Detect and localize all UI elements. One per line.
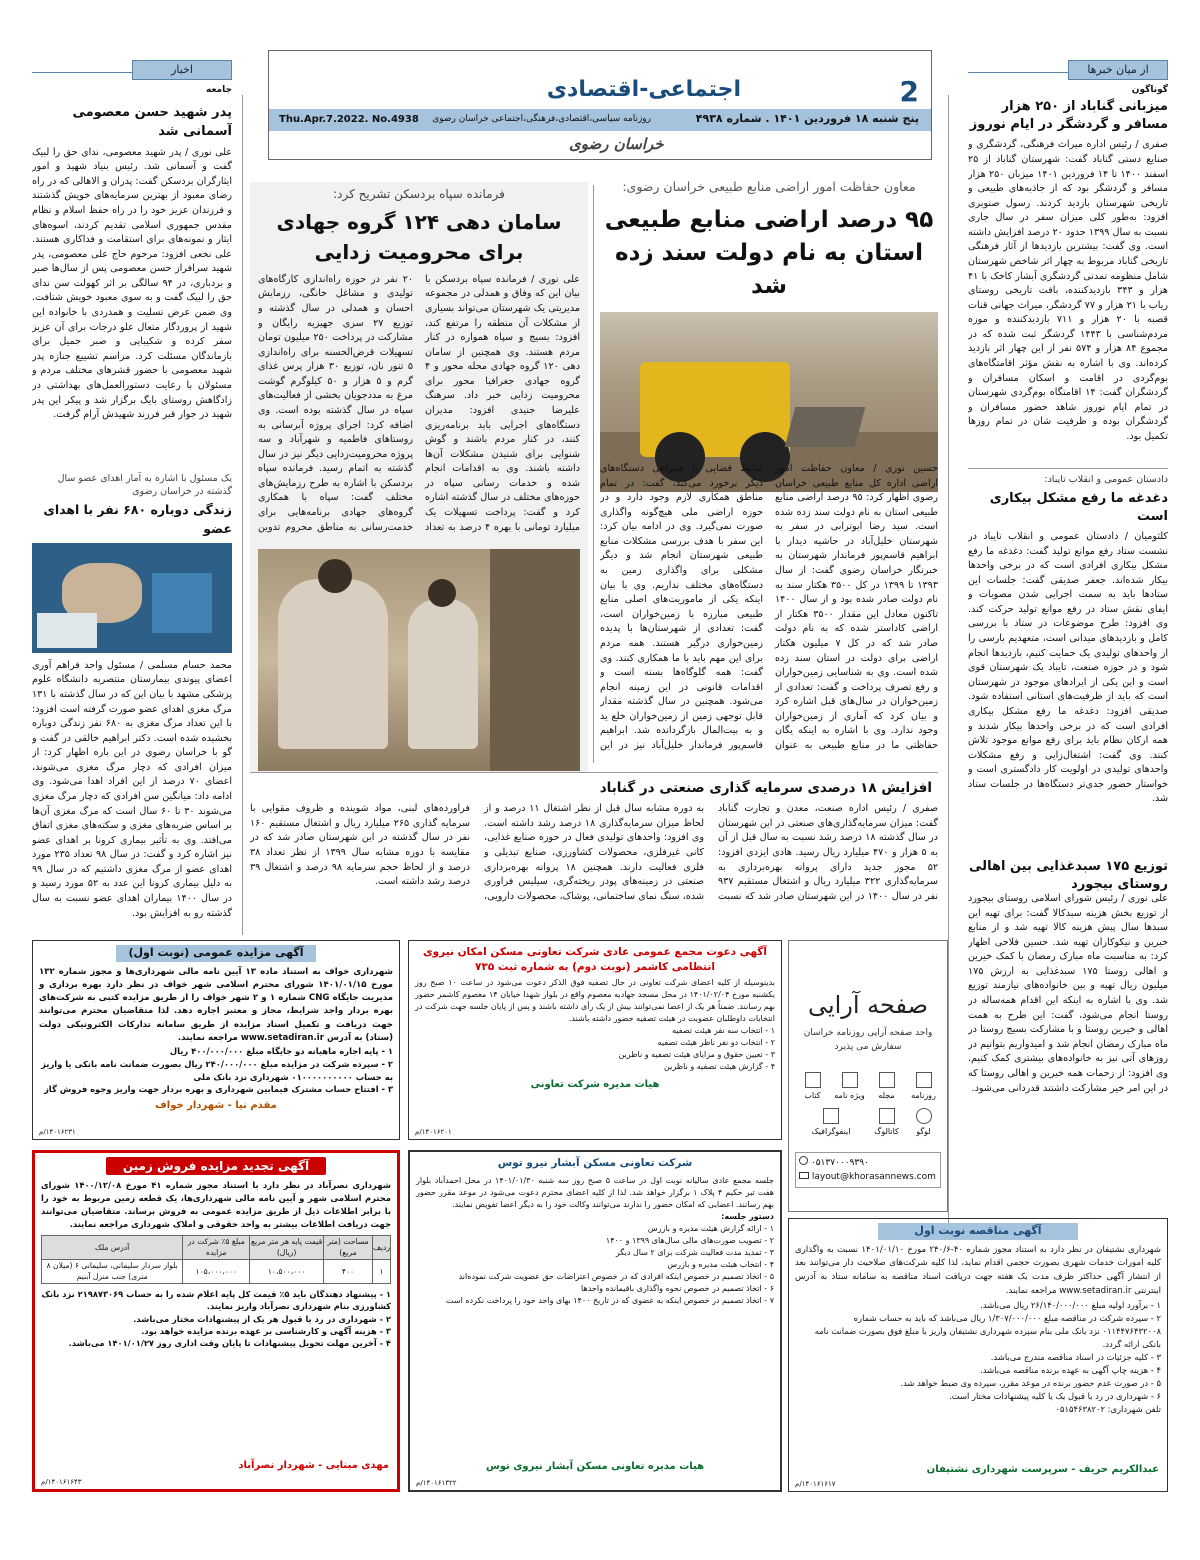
ad5-item-4: ۴ - انتخاب هیئت مدیره و بازرس (667, 1259, 774, 1269)
service-logo: لوگو (906, 1108, 941, 1138)
right-body-2: کلثومیان / دادستان عمومی و انقلاب تایباد در نشست ستاد رفع موانع تولید گفت: دغدغه ما رفع مشکل بیکاری افرادی است که در برخی واحدها بیکار شده‌اند. جعفر صدیقی گفت: جلسات این ستادها باید به سمت اجرایی شدن مصوبات و ایفای نقش ستاد در رفع موانع تولید حرکت کند. وی افزود: طرح موضوعات در ستاد با بررسی کامل و بازدیدهای میدانی است، متعهدیم بارسی را از واحدهای تولیدی یک حمایت کنیم، بازدیدها انجام شود و در حوزه صنعت، تایباد یک شهرستان قوی است و این یکی از ایرادهای موجود در شهرستان است که باید از ظرفیت‌های استانی استفاده شود. صدیقی افزود: دغدغه ما رفع مشکل بیکاری افرادی است که در برخی واحدها بیکار شدند و همه ارکان نظام باید برای رفع موانع موجود تلاش کنند. وی گفت: اشتغال‌زایی و رفع مشکلات واحدهای تولیدی در اولویت کار دادگستری است و خواستار حضور جدی‌تر دستگاه‌ها در جلسات ستاد شد. (968, 531, 1168, 805)
ad3-sub: واحد صفحه آرایی روزنامه خراسان سفارش می پذیرد (803, 1028, 933, 1052)
ad4-title: آگهی تجدید مزایده فروش زمین (106, 1157, 326, 1175)
service-magazine: مجله (869, 1072, 904, 1102)
ad4-code: ۱۴۰۱۶۱۶۴۳/م (41, 1477, 82, 1486)
ad4-table-head: ردیف مساحت (متر مربع) قیمت پایه هر متر مربع (ریال) مبلغ ۵٪ شرکت در مزایده آدرس ملک (42, 1236, 391, 1260)
ad2-code: ۱۴۰۱۶۲۰۱/م (415, 1127, 452, 1136)
ad-cooperative-toos (408, 1150, 782, 1492)
ad4-table (41, 1235, 391, 1284)
ad2-item-4: ۴ - گزارش هیئت تصفیه و ناظرین (664, 1062, 775, 1072)
ad6-item-4: ۴ - هزینه چاپ آگهی به عهده برنده مناقصه می‌باشد. (980, 1364, 1161, 1375)
ad6-phone: تلفن شهرداری: ۰۵۱۵۴۶۳۸۲۰۲ (1055, 1403, 1161, 1414)
second-headline: سامان دهی ۱۲۴ گروه جهادی برای محرومیت زدایی (276, 209, 562, 264)
ad3-contact (795, 1152, 941, 1188)
right-headline-3: توزیع ۱۷۵ سبدغذایی بین اهالی روستای بیجورد (969, 859, 1168, 893)
ad1-item-2: ۲ - سپرده شرکت در مزایده مبلغ ۲۴۰/۰۰۰/۰۰۰ ریال بصورت ضمانت نامه بانکی یا واریز به حساب ۰۱۰۰۰۰۰۰۰۰۰۰ شهرداری نزد بانک ملی (41, 1058, 393, 1082)
right-column (968, 98, 1168, 928)
second-body-wrap (258, 273, 580, 543)
ad1-title: آگهی مزایده عمومی (نوبت اول) (116, 945, 316, 962)
left-column (32, 104, 232, 930)
second-body: علی نوری / فرمانده سپاه بردسکن با بیان این که وفاق و همدلی در مجموعه مدیریتی یک شهرستان می‌تواند بسیاری از مشکلات آن منطقه را مرتفع کند، افزود: بسیج و سپاه همواره در کنار مردم هستند. وی همچنین از سامان دهی ۱۲۰ گروه جهادی محله محور و ۴ گروه جهادی جغرافیا محور برای محرومیت زدایی خبر داد. سرهنگ علیرضا جنیدی افزود: مدیران دستگاه‌های اجرایی باید برنامه‌ریزی کنند، در کنار مردم باشند و گوش شنوایی برای شنیدن مشکلات آن‌ها داشته باشند. وی به اقدامات انجام شده و خدمات رسانی سپاه در حوزه‌های مختلف در سال گذشته اشاره کرد و گفت: پرداخت تسهیلات یک میلیارد تومانی با بهره ۴ درصد به تعداد ۲۰ نفر در حوزه راه‌اندازی کارگاه‌های تولیدی و مشاغل خانگی، رزمایش احسان و همدلی در سال گذشته و توزیع ۲۷ سری جهیزیه رایگان و مشارکت در پرداخت ۲۵۰ میلیون تومان تسهیلات قرض‌الحسنه برای راه‌اندازی ۵ تنور نان، توزیع ۳۰ هزار پرس غذای گرم و ۵ هزار و ۵۰ کیلوگرم گوشت مرغ به مددجویان بخشی از فعالیت‌های سپاه در سال گذشته بوده است. وی اضافه کرد: اجرای پروژه آبرسانی به روستاهای فاطمیه و شهرآباد و سه پروژه محرومیت‌زدایی دیگر نیز در سال گذشته به اتمام رسید. فرمانده سپاه بردسکن با اشاره به طرح رزمایش‌های مختلف گفت: سپاه با همکاری گروه‌های جهادی برنامه‌هایی برای خدمت‌رسانی به مناطق محروم تدوین (258, 273, 580, 533)
date-latin: Thu.Apr.7.2022. No.4938 (279, 114, 419, 125)
paper-description: روزنامه سیاسی،اقتصادی،فرهنگی،اجتماعی خراسان رضوی (432, 114, 651, 124)
ad4-item-2: ۲ - شهرداری در رد یا قبول هر یک از پیشنهادات مختار می‌باشد. (133, 1313, 391, 1324)
phone-icon (799, 1156, 808, 1165)
right-body-1: صفری / رئیس اداره میراث فرهنگی، گردشگری و صنایع دستی گناباد گفت: شهرستان گناباد از ۲۵ اسفند ۱۴۰۰ تا ۱۴ فروردین ۱۴۰۱ میزبان ۲۵۰ هزار مسافر و گردشگر بود که از جاذبه‌های طبیعی و تاریخی شهرستان بازدید کردند. رسول صنوبری افزود: به‌طور کلی میزان سفر در سال جاری نسبت به سال ۱۳۹۹ حدود ۲۰ درصد افزایش داشته است. وی گفت: بیشترین بازدیدها از آثار فرهنگی تاریخی گناباد مربوط به چهار اثر شاخص شهرستان شامل منظومه تمدنی گردشگری آبشار کاخک با ۴۱ هزار و ۳۴۳ بازدیدکننده، بافت تاریخی روستای ریاب با ۲۱ هزار و ۷۷ گردشگر، میراث جهانی قنات قصبه با ۲۰ هزار و ۷۱۱ بازدیدکننده و موزه مردم‌شناسی با ۱۴۴۳ گردشگر ثبت شده که در مجموع ۸۴ هزار و ۵۷۴ نفر از این چهار اثر بازدید کرده‌اند. وی با اشاره به نقش مؤثر اقامتگاه‌های بوم‌گردی در اقامت و اسکان مسافران و گردشگران گفت: ۱۴ اقامتگاه بوم‌گردی شهرستان در تمام ایام نوروز شاهد حضور مسافران و گردشگران بوده و ظرفیت شان در تمام روزها تکمیل بود. (968, 139, 1168, 442)
page-number: 2 (899, 75, 919, 108)
ad4-body: شهرداری نصرآباد در نظر دارد با استناد مجوز شماره ۴۱ مورخ ۱۴۰۰/۱۲/۰۸ شورای محترم اسلامی شهر و آیین نامه مالی شهرداری‌ها، یک قطعه زمین مربوط به خود را با برابر اطلاعات ذیل از طریق مزایده عمومی به فروش برساند. متقاضیان می‌توانند جهت دریافت اطلاعات بیشتر به واحد حقوقی و املاک شهرداری مراجعه نمایند. (41, 1180, 391, 1230)
ad2-item-1: ۱ - انتخاب سه نفر هیئت تصفیه (672, 1026, 775, 1036)
left-body-1: علی نوری / پدر شهید معصومی، ندای حق را لبیک گفت و آسمانی شد. رئیس بنیاد شهید و امور ایثارگران بردسکن گفت: پدران و الاهالی که در راه رضای معبود از بهترین سرمایه‌های خویش گذشتند و فرزندان عزیز خود را در راه حفظ اسلام و نظام مقدس جمهوری اسلامی تقدیم کردند، اسوه‌های ایثار و نمونه‌های برای استقامت و فداکاری هستند. علی نخعی افزود: مرحوم حاج علی معصومی، پدر شهید سرافراز حسن معصومی پس از سال‌ها صبر و بردباری، در ۹۴ سالگی بر اثر کهولت سن ندای حق را لبیک گفت و به سوی معبود خویش شتافت. وی ضمن عرض تسلیت و همدردی با خانواده این شهید از پروردگار متعال علو درجات برای آن عزیز سفر کرده و شکیبایی و صبر جمیل برای بازماندگان مسئلت کرد. مراسم تشییع جنازه پدر شهید معصومی با حضور قشرهای مختلف مردم و مسئولان با رعایت دستورالعمل‌های بهداشتی در زادگاهش روستای بایگ برگزار شد و پیکر این پدر شهید در جوار قبر فرزند شهیدش آرام گرفت. (32, 146, 232, 421)
ad1-body: شهرداری خواف به استناد ماده ۱۳ آیین نامه مالی شهرداری‌ها و مجوز شماره ۱۳۲ مورخ ۱۴۰۱/۰۱/۱۵ شورای محترم اسلامی شهر خواف در نظر دارد بهره برداری و مدیریت جایگاه CNG شماره ۱ و ۲ شهر خواف را از طریق مزایده کتبی به شرکت‌های بهره بردار واجد شرایط، مجاز و معتبر اجاره دهد. لذا متقاضیان محترم می‌توانند جهت دریافت و تکمیل اسناد مزایده از طریق سامانه تدارکات الکترونیکی دولت (ستاد) به آدرس www.setadiran.ir مراجعه نمایند. (39, 966, 394, 1044)
ad5-item-2: ۲ - تصویب صورت‌های مالی سال‌های ۱۳۹۹ و ۱۴۰۰ (605, 1235, 774, 1245)
ad1-code: ۱۴۰۱۶۲۳۱/م (39, 1127, 76, 1136)
ad6-item-2: ۲ - سپرده شرکت در مناقصه مبلغ ۱/۳۰۷/۰۰۰/۰۰۰ ریال می‌باشد که باید به حساب شماره ۰۱۱۴۴۷۶۴۳۲۰۰۸ نزد بانک ملی بنام سپرده شهرداری نشتیفان واریز یا مبلغ فوق بصورت ضمانت نامه بانکی ارائه گردد. (814, 1312, 1161, 1349)
ad5-item-6: ۶ - اتخاذ تصمیم در خصوص نحوه واگذاری باقیمانده واحدها (581, 1283, 774, 1293)
ad6-title: آگهی مناقصه نوبت اول (878, 1223, 1078, 1240)
main-kicker: معاون حفاظت امور اراضی منابع طبیعی خراسان رضوی: (622, 179, 916, 194)
newspaper-logo: خراسان رضوی (569, 135, 664, 153)
third-story (250, 772, 938, 932)
ad4-item-4: ۴ - آخرین مهلت تحویل پیشنهادات تا پایان وقت اداری روز ۱۴۰۱/۰۱/۲۷ می‌باشد. (68, 1338, 391, 1349)
ad6-code: ۱۴۰۱۶۱۶۱۷/م (795, 1479, 836, 1488)
right-headline-2: دغدغه ما رفع مشکل بیکاری است (989, 490, 1168, 524)
third-body-wrap (250, 802, 938, 927)
left-headline-1: پدر شهید حسن معصومی آسمانی شد (72, 105, 232, 139)
service-infographic: اینفوگرافیک (795, 1108, 867, 1138)
ad6-item-3: ۳ - کلیه جزئیات در اسناد مناقصه مندرج می‌باشد. (990, 1351, 1161, 1362)
second-story (250, 182, 588, 772)
ad5-sign: هیات مدیره تعاونی مسکن آبشار نیروی توس (485, 1461, 705, 1472)
ad3-email: layout@khorasannews.com (811, 1171, 936, 1182)
service-book: کتاب (795, 1072, 830, 1102)
right-body-3: علی نوری / رئیس شورای اسلامی روستای بیجورد از توزیع بخش هزینه سبدکالا گفت: برای تهیه این سبدها سال پیش هزینه کالا تهیه شد و از منابع خیرین و نیکوکاران تهیه شد. حسین فلاحی اظهار کرد: به مناسبت ماه مبارک رمضان با کمک خیرین و اهالی روستا ۱۷۵ سبدغذایی به ارزش ۱۷۵ میلیون ریال تهیه و بین خانواده‌های نیازمند توزیع شد. وی با اشاره به اینکه این اقدام همه‌ساله در روستا انجام می‌شود، گفت: این طرح به همت اهالی و خیرین روستا و با مشارکت بسیج روستا در ماه مبارک رمضان انجام شد و امیدواریم بتوانیم در روزهای آتی نیز به خانواده‌های بیشتری کمک کنیم. وی افزود: از زحمات همه خیرین و اهالی روستا که در این امر خیر مشارکت داشتند قدردانی می‌شود. (968, 893, 1168, 1094)
right-column-body-3 (968, 892, 1168, 1228)
left-kicker-2: یک مسئول با اشاره به آمار اهدای عضو سال گذشته در خراسان رضوی (57, 472, 232, 497)
ad6-item-6: ۶ - شهرداری در رد یا قبول یک یا کلیه پیشنهادات مختار است. (949, 1390, 1161, 1401)
main-story-body (600, 462, 938, 762)
right-kicker-2: دادستان عمومی و انقلاب تایباد: (1044, 474, 1168, 486)
ad1-sign: مقدم نیا - شهردار خواف (155, 1099, 277, 1111)
table-row: ۱ ۴۰۰ ۱۰،۵۰۰،۰۰۰ ۱۰۵،۰۰۰،۰۰۰ بلوار سردار سلیمانی، سلیمانی ۶ (میلان ۸ متری) جنب منزل آبنیم (42, 1259, 391, 1283)
ad4-item-1: ۱ - پیشنهاد دهندگان باید ۵٪ قیمت کل پایه اعلام شده را به حساب ۲۱۹۸۷۳۰۶۹ نزد بانک کشاورزی بنام شهرداری نصرآباد واریز نمایند. (41, 1288, 391, 1312)
ad2-sign: هیات مدیره شرکت تعاونی (530, 1079, 660, 1091)
left-headline-2: زندگی دوباره ۶۸۰ نفر با اهدای عضو (43, 502, 232, 537)
ad2-item-3: ۳ - تعیین حقوق و مزایای هیئت تصفیه و ناظرین (618, 1050, 775, 1060)
ad-auction-khaf (32, 940, 400, 1140)
left-body-2: محمد حسام مسلمی / مسئول واحد فراهم آوری اعضای پیوندی بیمارستان منتصریه دانشگاه علوم پزشکی مشهد با بیان این که در سال گذشته با ۱۳۱ مرگ مغزی اهدای عضو صورت گرفته است افزود: با این تعداد مرگ مغزی به ۶۸۰ نفر زندگی دوباره بخشیده شده است. دکتر ابراهیم خالقی در گفت و گو با خراسان رضوی در این باره اظهار کرد: از میزان افرادی که دچار مرگ مغزی می‌شوند، اعضای ۷۰ درصد از این افراد اهدا می‌شود. وی ادامه داد: میانگین سن افرادی که دچار مرگ مغزی می‌شوند ۳۰ تا ۶۰ سال است که مرگ مغزی آن‌ها بر اساس ضربه‌های مغزی و سکته‌های مغزی اتفاق می‌افتد. وی به تأثیر بیماری کرونا بر اهدای عضو نیز اشاره کرد و گفت: در سال ۹۸ تعداد ۲۳۵ مورد اهدای عضو از مرگ مغزی داشتیم که در سال ۹۹ به دلیل بیماری کرونا این عدد به ۵۲ مورد رسید و در سال ۱۴۰۰ بیماران اهدای عضو نسبت به سال گذشته رو به افزایش بود. (32, 659, 232, 919)
service-special: ویژه نامه (832, 1072, 867, 1102)
ad6-body: شهرداری نشتیفان در نظر دارد به استناد مجوز شماره ۴۰-۲۴۰/۶ مورخ ۱۴۰۱/۰۱/۱۰ نسبت به واگذاری کلیه امورات خدمات شهری بصورت حجمی اقدام نماید، لذا کلیه شرکت‌های صلاحیت دار می‌توانند بعد از انتشار آگهی حداکثر ظرف مدت یک هفته جهت دریافت اسناد مناقصه به سامانه ستاد به آدرس اینترنتی www.setadiran.ir مراجعه نمایند. (795, 1244, 1161, 1296)
ad3-services (795, 1072, 941, 1138)
ad3-title: صفحه آرایی (807, 991, 929, 1019)
service-newspaper: روزنامه (906, 1072, 941, 1102)
main-body: حسین نوری / معاون حفاظت امور اراضی اداره کل منابع طبیعی خراسان رضوی اظهار کرد: ۹۵ درصد اراضی منابع طبیعی استان به نام دولت سند زده شده است. سید رضا ابوترابی در سفر به شهرستان خلیل‌آباد در حاشیه دیدار با ابراهیم قاسم‌پور فرماندار شهرستان به خبرنگار خراسان رضوی گفت: از سال ۱۳۹۳ تا ۱۳۹۹ در کل ۳۵۰۰ هکتار سند به نام دولت صادر شده بود و از سال ۱۴۰۰ تاکنون معادل این مقدار ۳۵۰۰ هکتار از اراضی کاداستر شده که به نام دولت صادر شد که در کل ۷ میلیون هکتار اراضی برای دولت در استان سند زده شده است. وی به شناسایی زمین‌خواران و رفع تصرف پرداخت و گفت: تعدادی از زمین‌خواران در سال‌های قبل اشاره کرد و بیان کرد که آماری از زمین‌خواران وجود ندارد. وی با اشاره به اینکه یگان حفاظتی ما در منابع طبیعی به عنوان ضابط قضایی با همراهی دستگاه‌های دیگر برخورد می‌کند، گفت: در تمام مناطق همکاری لازم وجود دارد و در حوزه اراضی ملی هیچ‌گونه واگذاری صورت نمی‌گیرد. وی در ادامه بیان کرد: این سفر با هدف بررسی مشکلات منابع طبیعی شهرستان انجام شد و دیگر مشکلی برای واگذاری زمین به دستگاه‌های مختلف نداریم. وی با بیان اینکه یکی از ماموریت‌های اصلی منابع طبیعی مبارزه با زمین‌خواران است، گفت: تعدادی از شهرستان‌ها با پدیده زمین‌خواری درگیر هستند. همه مردم برای این مهم باید با ما همکاری کنند. وی گفت: همه گلوگاه‌ها بسته است و اقدامات قانونی در این زمینه انجام می‌شود. همچنین در سال گذشته مقدار قابل توجهی زمین از زمین‌خواران خلع ید و به بیت‌المال بازگردانده شد. ابراهیم قاسم‌پور فرماندار خلیل‌آباد نیز در این (600, 463, 938, 751)
service-catalog: کاتالوگ (869, 1108, 904, 1138)
right-section-sub: گوناگون (1131, 85, 1168, 95)
ad1-item-1: ۱ - پایه اجاره ماهیانه دو جایگاه مبلغ ۴۰۰/۰۰۰/۰۰۰ ریال (169, 1046, 393, 1057)
section-label-text: از میان خبرها (1068, 60, 1168, 80)
ad6-item-5: ۵ - در صورت عدم حضور برنده در موعد مقرر، سپرده وی ضبط خواهد شد. (900, 1377, 1161, 1388)
ad1-item-3: ۳ - افتتاح حساب مشترک فیمابین شهرداری و بهره بردار جهت واریز وجوه فروش گاز (43, 1084, 393, 1095)
ad-tender-nashtifan (788, 1218, 1168, 1492)
ad5-item-7: ۷ - اتخاذ تصمیم در خصوص اینکه به عضوی که در تاریخ ۱۴۰۰ بهای واحد خود را پرداخت نکرده است (446, 1295, 774, 1305)
ad4-sign: مهدی مینایی - شهردار نصرآباد (238, 1460, 389, 1471)
section-title: اجتماعی-اقتصادی (546, 77, 741, 102)
ad6-sign: عبدالکریم حریف - سرپرست شهرداری نشتیفان (926, 1464, 1159, 1475)
ad3-phone: ۰۵۱۳۷۰۰۰۹۳۹۰ (810, 1158, 869, 1168)
ad5-code: ۱۴۰۱۶۱۳۲۲/م (416, 1478, 457, 1487)
second-kicker: فرمانده سپاه بردسکن تشریح کرد: (333, 187, 505, 201)
main-headline: ۹۵ درصد اراضی منابع طبیعی استان به نام دولت سند زده شد (604, 206, 934, 300)
date-line: پنج شنبه ۱۸ فروردین ۱۴۰۱ . شماره ۴۹۳۸ (695, 112, 919, 125)
left-section-sub: جامعه (206, 85, 232, 95)
right-headline-1: میزبانی گناباد از ۲۵۰ هزار مسافر و گردشگر در ایام نوروز (969, 99, 1168, 133)
ad5-item-3: ۳ - تمدید مدت فعالیت شرکت برای ۲ سال دیگر (615, 1247, 774, 1257)
surgery-photo (32, 543, 232, 653)
ad5-item-1: ۱ - ارائه گزارش هیئت مدیره و بازرس (647, 1223, 774, 1233)
ad4-item-3: ۳ - هزینه آگهی و کارشناسی بر عهده برنده مزایده خواهد بود. (141, 1325, 391, 1336)
mail-icon (799, 1172, 809, 1179)
right-section-label (968, 60, 1168, 82)
ad-assembly-kashmar (408, 940, 782, 1140)
third-headline: افزایش ۱۸ درصدی سرمایه گذاری صنعتی در گناباد (599, 780, 932, 796)
ad2-item-2: ۲ - انتخاب دو نفر ناظر هیئت تصفیه (657, 1038, 775, 1048)
ad6-item-1: ۱ - برآورد اولیه مبلغ ۲۶/۱۴۰/۰۰۰/۰۰۰ ریال می‌باشد. (980, 1299, 1161, 1310)
third-body: صفری / رئیس اداره صنعت، معدن و تجارت گناباد گفت: میزان سرمایه‌گذاری‌های صنعتی در این شهرستان در سال گذشته ۱۸ درصد رشد نسبت به سال قبل از آن به ۵ هزار و ۴۷۰ میلیارد ریال رسید. هادی ایزدی افزود: ۵۲ مجوز جدید دارای پروانه بهره‌برداری به سرمایه‌گذاری ۳۲۲ میلیارد ریال و اشتغال مستقیم ۹۳۷ نفر در سال ۱۴۰۰ در این شهرستان صادر شد که نسبت به دوره مشابه سال قبل از نظر اشتغال ۱۱ درصد و از لحاظ میزان سرمایه‌گذاری ۱۸ درصد رشد داشته است. وی افزود: واحدهای تولیدی فعال در حوزه صنایع غذایی، کانی غیرفلزی، محصولات کشاورزی، صنایع تبدیلی و فلزی فعالیت دارند. همچنین ۱۸ پروانه بهره‌برداری صنعتی در زمینه‌های پودر ریخته‌گری، سیلیس فراوری شده، سنگ نمای ساختمانی، پوشاک، محصولات دارویی، فراورده‌های لبنی، مواد شوینده و ظروف مقوایی با سرمایه گذاری ۲۶۵ میلیارد ریال و اشتغال مستقیم ۱۶۰ نفر در سال گذشته در این شهرستان صادر شد که در مقایسه با دوره مشابه سال ۱۳۹۹ از نظر تعداد ۳۸ درصد و از لحاظ حجم سرمایه ۹۸ درصد و اشتغال ۳۹ درصد رشد داشته است. (250, 803, 938, 902)
ad2-body: بدینوسیله از کلیه اعضای شرکت تعاونی در حال تصفیه فوق الذکر دعوت می‌شود در ساعت ۱۰ صبح روز یکشنبه مورخ ۱۴۰۱/۰۲/۰۴ در محل مسجد جهادیه معصوم واقع در بلوار شهدا خیابان ۱۴ معصوم کاشمر حضور بهم رسانند. ضمناً هر یک از اعضا نمی‌توانند بیش از یک رأی داشته باشند و پس از پایان جلسه جهت شرکت در انتخابات داوطلبان عضویت در هیئت تصفیه حضور داشته باشند. (415, 978, 776, 1024)
ad2-title: آگهی دعوت مجمع عمومی عادی شرکت تعاونی مسکن امکان نیروی انتظامی کاشمر (نوبت دوم) به شماره ثبت ۷۳۵ (423, 946, 767, 973)
ad-layout-service (788, 940, 948, 1212)
left-label-text: اخبار (132, 60, 232, 80)
ad5-title: شرکت تعاونی مسکن آبشار نیرو توس (497, 1157, 693, 1169)
ad5-item-5: ۵ - اتخاذ تصمیم در خصوص اینکه افرادی که در خصوص اعتراضات حق عضویت شرکت نموده‌اند (458, 1271, 774, 1281)
left-section-label (32, 60, 232, 82)
masthead (268, 50, 932, 160)
ad5-body: جلسه مجمع عادی سالیانه نوبت اول در ساعت ۵ صبح روز سه شنبه ۱۴۰۱/۰۱/۳۰ در محل احمدآباد بلوار هفت تیر حکیم ۴ پلاک ۱ برگزار خواهد شد. لذا از کلیه اعضای محترم دعوت می‌شود در موعد مقرر حضور بهم رسانند. اعضایی که امکان حضور را ندارند می‌توانند وکالت خود را به دیگر اعضا تفویض نمایند. (416, 1175, 775, 1209)
ad-land-auction (32, 1150, 400, 1492)
ad5-item-0: دستور جلسه: (721, 1211, 774, 1221)
second-photo (258, 549, 580, 771)
